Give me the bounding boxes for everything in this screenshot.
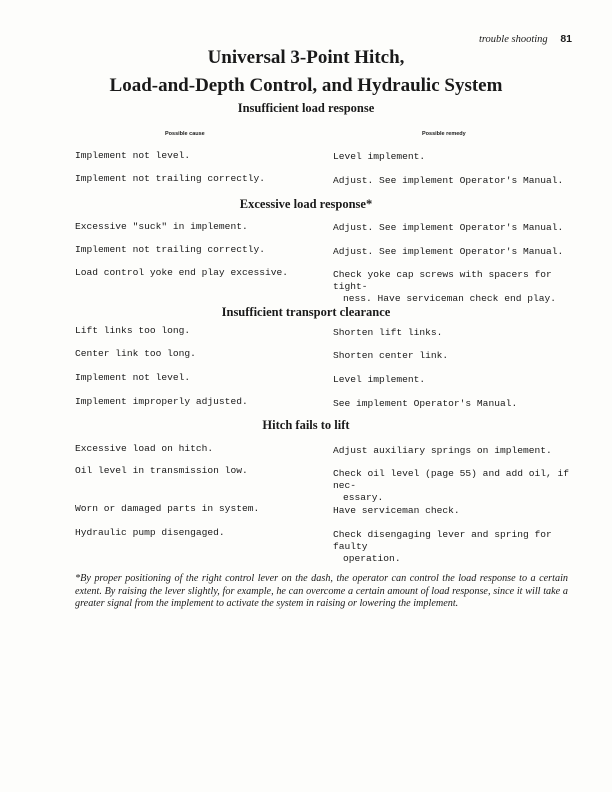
remedy-text: Adjust. See implement Operator's Manual. [333, 175, 564, 186]
footnote: *By proper positioning of the right control lever on the dash, the operator can control the load response to a certain extent. By raising the lever slightly, for example, he can overcome a certain amount of load response, since it will take a greater signal from the implement to activate the system in raising or lowering the implement. [75, 573, 568, 609]
cause-text: Worn or damaged parts in system. [75, 503, 260, 514]
cause-text: Implement not level. [75, 150, 191, 161]
cause-text: Hydraulic pump disengaged. [75, 527, 225, 538]
section-heading: Insufficient load response [237, 101, 375, 115]
remedy-text: Check yoke cap screws with spacers for tight- ness. Have serviceman check end play. [333, 269, 557, 304]
remedy-text: Shorten lift links. [333, 327, 443, 338]
cause-text: Center link too long. [75, 348, 196, 359]
remedy-text: See implement Operator's Manual. [333, 398, 518, 409]
page-title-line-1: Universal 3-Point Hitch, [207, 47, 405, 68]
cause-text: Implement not level. [75, 372, 191, 383]
section-heading: Excessive load response* [239, 197, 373, 211]
cause-text: Implement not trailing correctly. [75, 244, 265, 255]
remedy-text: Shorten center link. [333, 350, 449, 361]
cause-text: Load control yoke end play excessive. [75, 267, 289, 278]
cause-text: Oil level in transmission low. [75, 465, 248, 476]
column-header-cause: Possible cause [165, 131, 205, 137]
cause-text: Implement not trailing correctly. [75, 173, 265, 184]
remedy-text: Adjust. See implement Operator's Manual. [333, 222, 564, 233]
cause-text: Lift links too long. [75, 325, 191, 336]
remedy-text: Check disengaging lever and spring for faulty operation. [333, 529, 552, 564]
remedy-text: Level implement. [333, 374, 426, 385]
cause-text: Implement improperly adjusted. [75, 396, 248, 407]
page-title-line-2: Load-and-Depth Control, and Hydraulic System [109, 75, 503, 96]
section-heading: Hitch fails to lift [262, 418, 350, 432]
column-header-remedy: Possible remedy [422, 131, 466, 137]
running-header [479, 33, 572, 45]
remedy-text: Adjust auxiliary springs on implement. [333, 445, 552, 456]
section-title: trouble shooting [478, 34, 548, 45]
remedy-text: Adjust. See implement Operator's Manual. [333, 246, 564, 257]
cause-text: Excessive "suck" in implement. [75, 221, 248, 232]
page-number: 81 [560, 33, 572, 45]
remedy-text: Have serviceman check. [333, 505, 460, 516]
cause-text: Excessive load on hitch. [75, 443, 214, 454]
section-heading: Insufficient transport clearance [221, 305, 391, 319]
remedy-text: Level implement. [333, 151, 426, 162]
remedy-text: Check oil level (page 55) and add oil, if nec- essary. [333, 468, 570, 503]
